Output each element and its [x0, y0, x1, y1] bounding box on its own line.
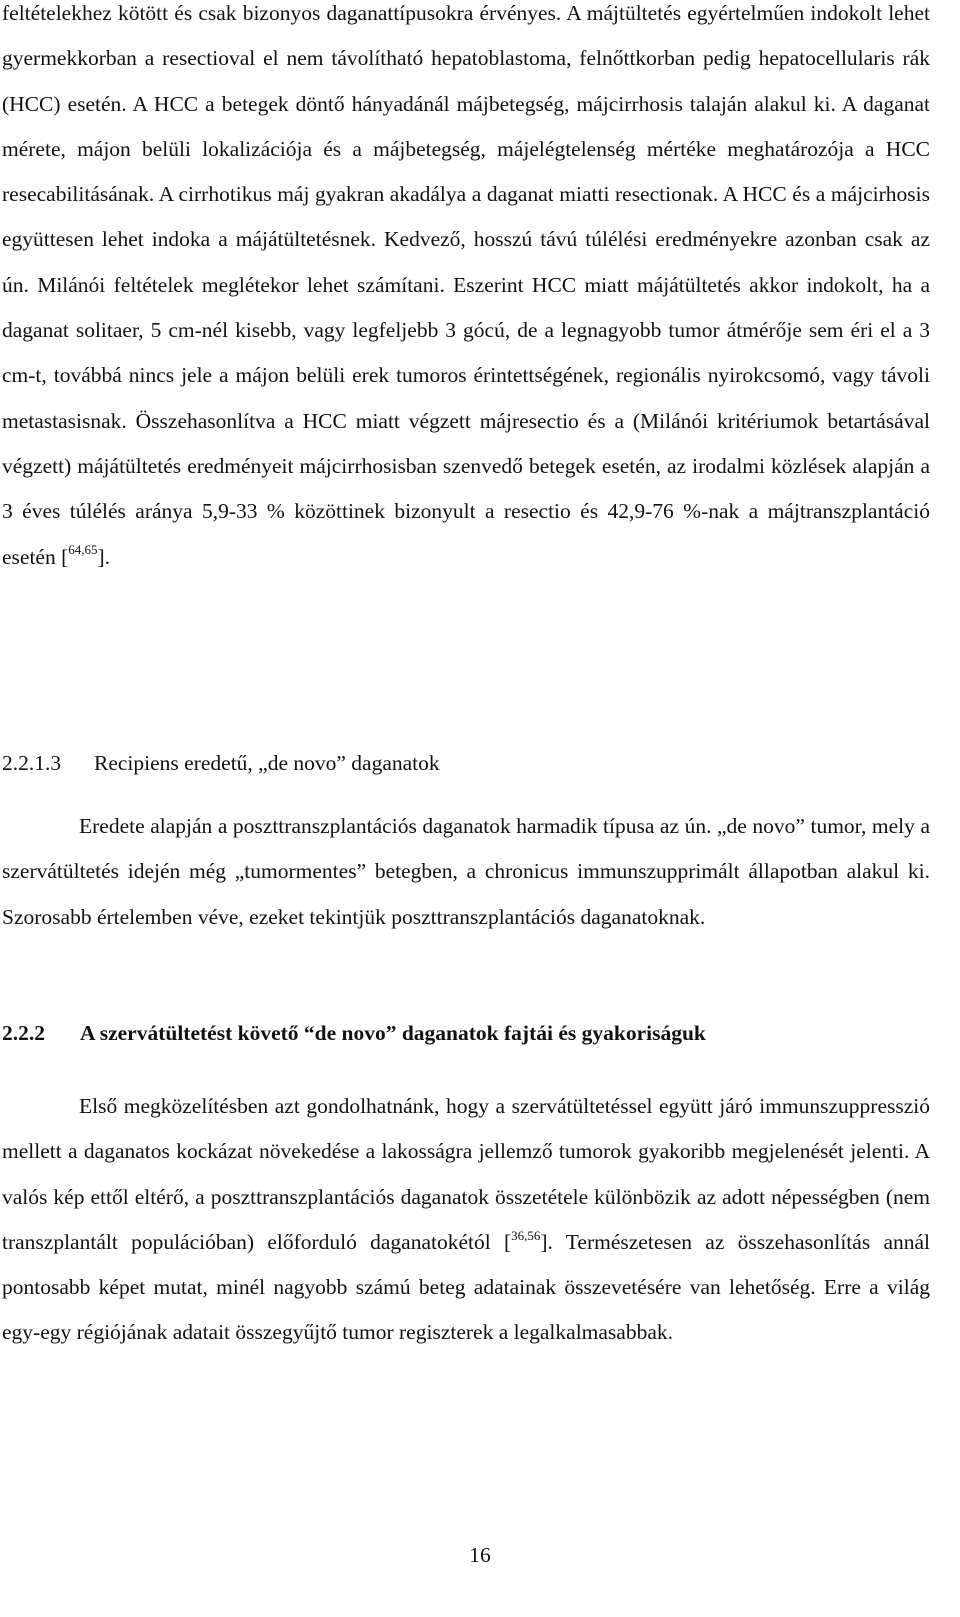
- section-heading-2-2-2: [2, 1018, 930, 1048]
- section-heading-2-2-1-3: [2, 748, 930, 778]
- citation-ref: 36,56: [511, 1227, 541, 1243]
- section-number: 2.2.2: [2, 1021, 45, 1045]
- paragraph-text: Első megközelítésben azt gondolhatnánk, hogy a szervátültetéssel együtt járó immunszuppresszió mellett a daganatos kockázat növekedése a lakosságra jellemző tumorok gyakoribb megjelenését jelenti. A valós kép ettől eltérő, a poszttranszplantációs daganatok összetétele különbözik az adott népességben (nem transzplantált populációban) előforduló daganatokétól [: [2, 1094, 930, 1254]
- paragraph-de-novo-definition: Eredete alapján a poszttranszplantációs daganatok harmadik típusa az ún. „de novo” tumor, mely a szervátültetés idején még „tumormentes” betegben, a chronicus immunszupprimált állapotban alakul ki. Szorosabb értelemben véve, ezeket tekintjük poszttranszplantációs daganatoknak.: [2, 814, 930, 929]
- citation-ref: 64,65: [68, 542, 98, 558]
- paragraph-hcc-transplantation: [2, 0, 930, 580]
- citation: [68, 542, 98, 569]
- section-number: 2.2.1.3: [2, 751, 62, 775]
- citation: [511, 1227, 541, 1254]
- section-title: Recipiens eredetű, „de novo” daganatok: [94, 751, 440, 775]
- paragraph-text: feltételekhez kötött és csak bizonyos daganattípusokra érvényes. A májtültetés egyértelműen indokolt lehet gyermekkorban a resectioval el nem távolítható hepatoblastoma, felnőttkorban pedig hepatocellularis rák (HCC) esetén. A HCC a betegek döntő hányadánál májbetegség, májcirrhosis talaján alakul ki. A daganat mérete, májon belüli lokalizációja és a májbetegség, májelégtelenség mértéke meghatározója a HCC resecabilitásának. A cirrhotikus máj gyakran akadálya a daganat miatti resectionak. A HCC és a májcirhosis együttesen lehet indoka a májátültetésnek. Kedvező, hosszú távú túlélési eredményekre azonban csak az ún. Milánói feltételek meglétekor lehet számítani. Eszerint HCC miatt májátültetés akkor indokolt, ha a daganat solitaer, 5 cm-nél kisebb, vagy legfeljebb 3 gócú, de a legnagyobb tumor átmérője sem éri el a 3 cm-t, továbbá nincs jele a májon belüli erek tumoros érintettségének, regionális nyirokcsomó, vagy távoli metastasisnak. Összehasonlítva a HCC miatt végzett májresectio és a (Milánói kritériumok betartásával végzett) májátültetés eredményeit májcirrhosisban szenvedő betegek esetén, az irodalmi közlések alapján a 3 éves túlélés aránya 5,9-33 % közöttinek bizonyult a resectio és 42,9-76 %-nak a májtranszplantáció esetén [: [2, 1, 930, 569]
- paragraph-text-end: ].: [97, 544, 111, 569]
- paragraph-de-novo-types: [2, 1084, 930, 1356]
- section-title: A szervátültetést követő “de novo” daganatok fajtái és gyakoriságuk: [80, 1021, 706, 1045]
- paragraph-text-end: ]. Természetesen az összehasonlítás annál pontosabb képet mutat, minél nagyobb számú beteg adatainak összevetésére van lehetőség. Erre a világ egy-egy régiójának adatait összegyűjtő tumor regiszterek a legalkalmasabbak.: [2, 1229, 930, 1345]
- page-number: 16: [469, 1543, 491, 1567]
